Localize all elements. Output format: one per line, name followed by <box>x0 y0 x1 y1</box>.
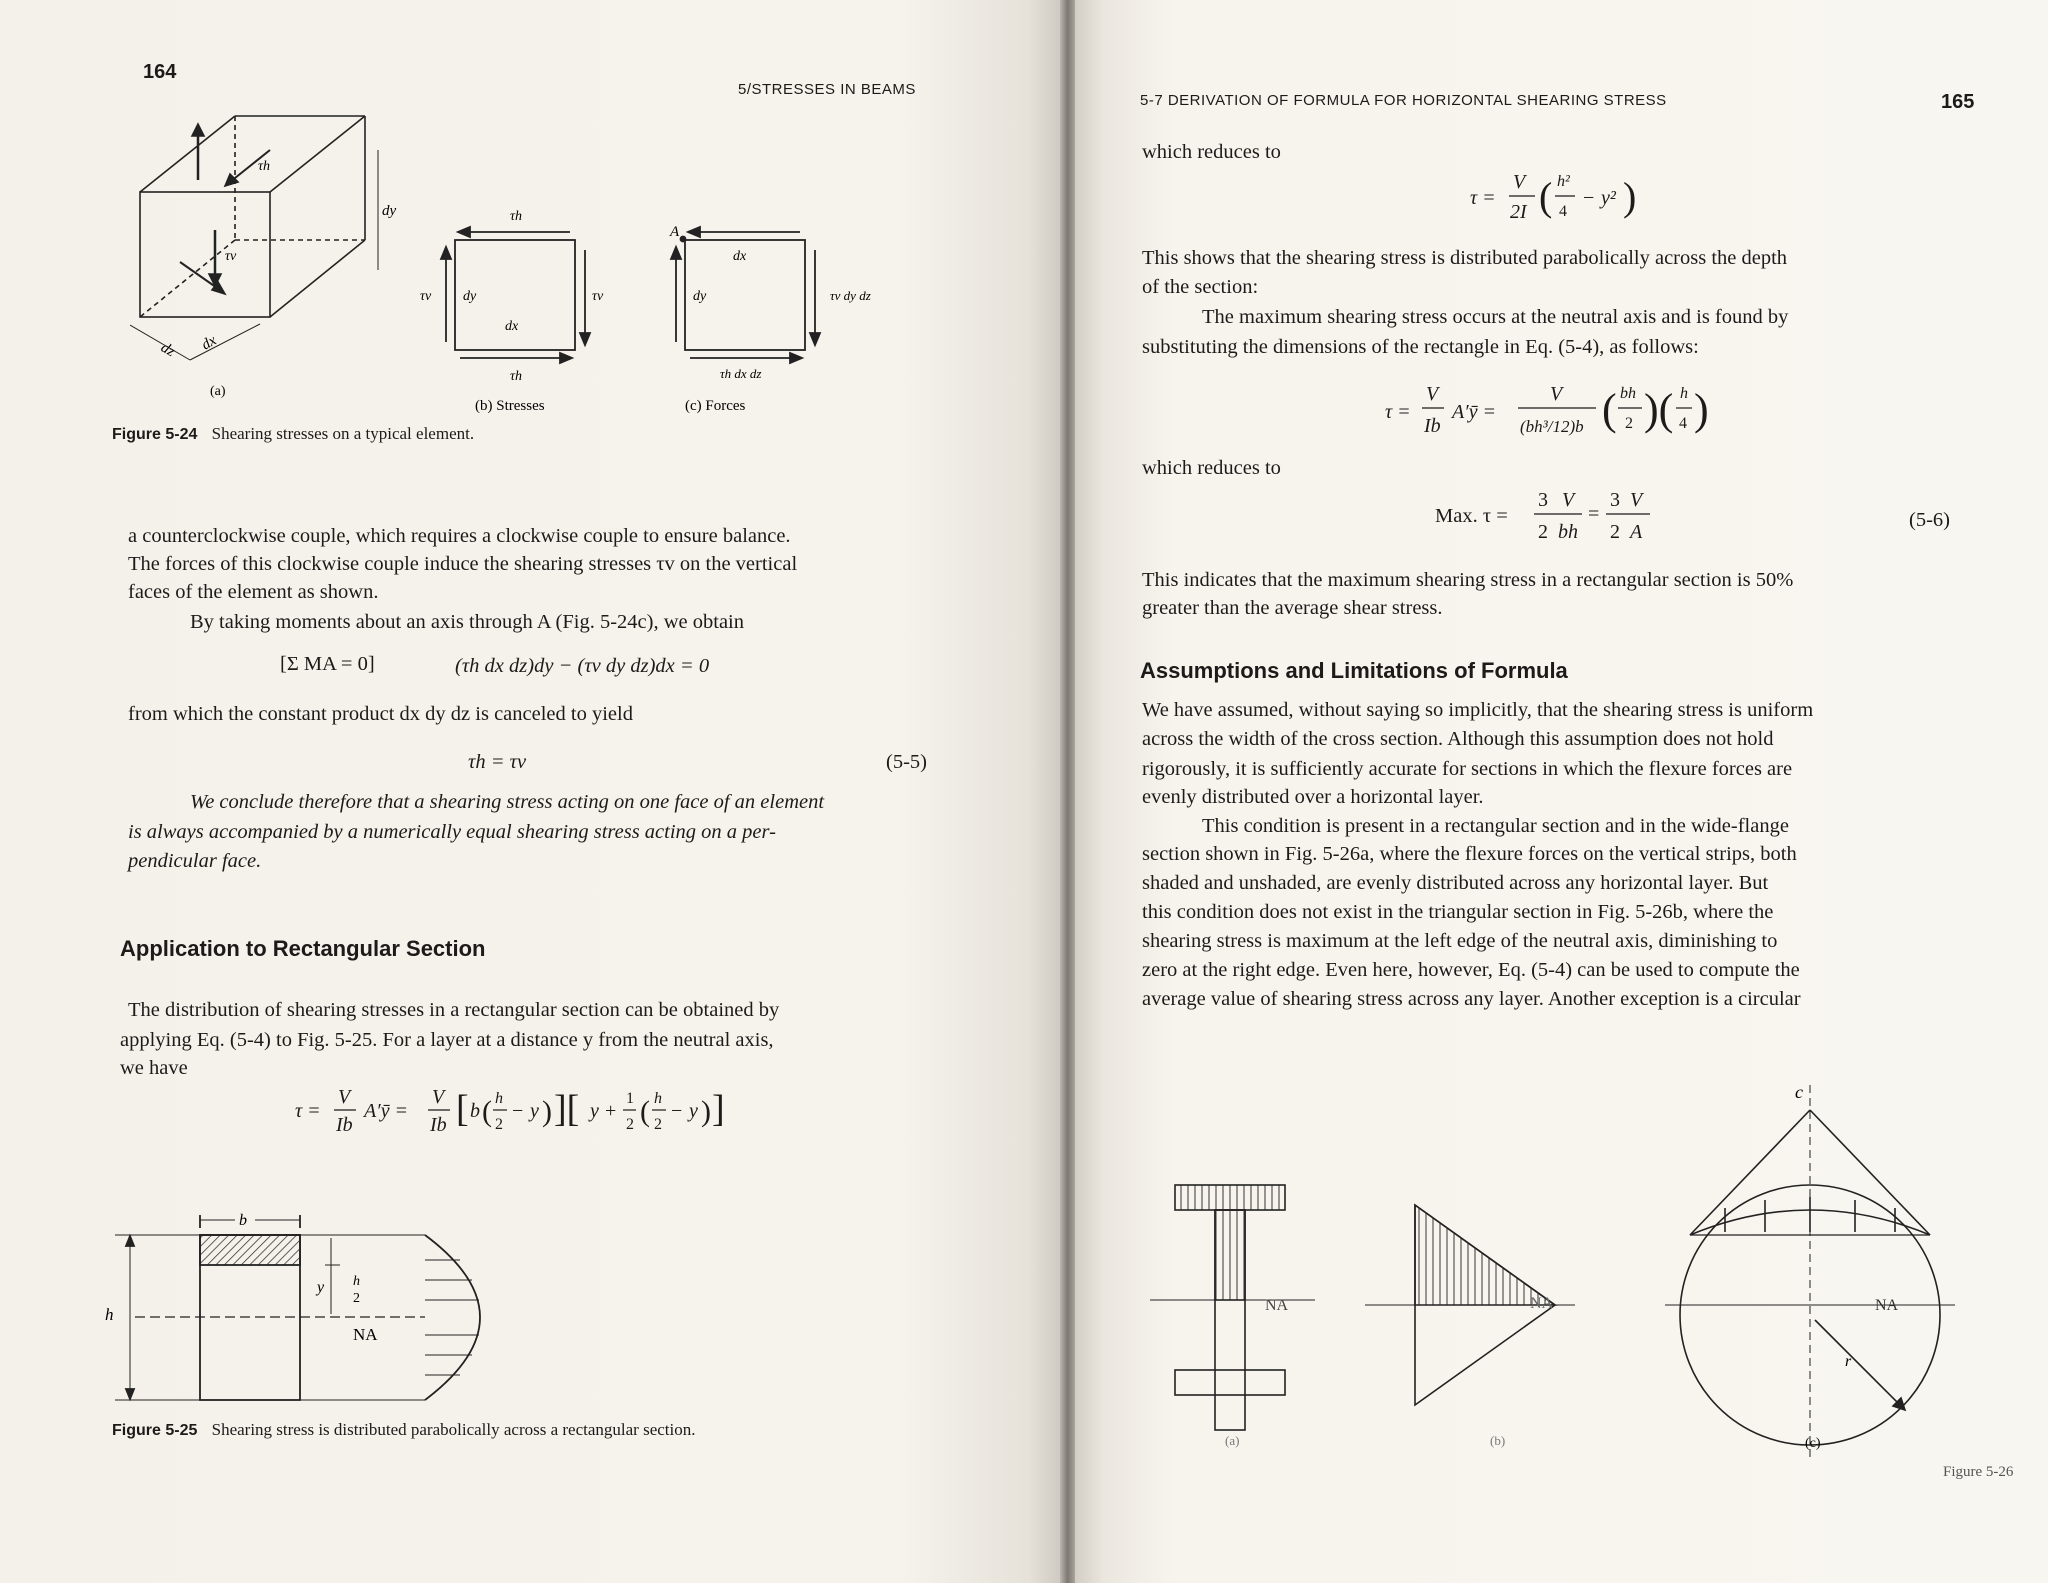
svg-text:τ =: τ = <box>1470 187 1496 209</box>
fig-a-tau-v-label: τv <box>225 249 237 264</box>
fig-b-tau-v-left: τv <box>420 289 432 304</box>
text-line: This condition is present in a rectangular section and in the wide-flange <box>1202 815 1789 837</box>
svg-text:Ib: Ib <box>336 1114 353 1136</box>
fig-c-force-h: τh dx dz <box>720 366 762 381</box>
svg-text:=: = <box>1588 503 1600 525</box>
svg-text:V: V <box>1513 171 1526 193</box>
equation-tau-rectangular <box>290 1075 770 1145</box>
text-line: zero at the right edge. Even here, however, Eq. (5-4) can be used to compute the <box>1142 959 1800 981</box>
text-line: faces of the element as shown. <box>128 581 379 603</box>
section-heading: Assumptions and Limitations of Formula <box>1140 658 1568 683</box>
svg-text:b: b <box>470 1100 480 1122</box>
text-line: The forces of this clockwise couple induce the shearing stresses τv on the vertical <box>128 553 798 575</box>
fig-c-dx: dx <box>733 249 747 264</box>
text-line: shaded and unshaded, are evenly distributed across any horizontal layer. But <box>1142 872 1769 894</box>
fig-b-tau-v-right: τv <box>592 289 604 304</box>
svg-text:τ =: τ = <box>295 1100 321 1122</box>
text-line: greater than the average shear stress. <box>1142 597 1443 619</box>
text-line: rigorously, it is sufficiently accurate for sections in which the flexure forces are <box>1142 758 1793 780</box>
equation-tau-parabolic <box>1465 162 1685 232</box>
svg-text:(: ( <box>482 1095 492 1128</box>
text-line: average value of shearing stress across any layer. Another exception is a circular <box>1142 988 1801 1010</box>
text-line: substituting the dimensions of the rectangle in Eq. (5-4), as follows: <box>1142 336 1699 358</box>
svg-text:y: y <box>530 1100 539 1122</box>
svg-text:2: 2 <box>1610 521 1620 543</box>
equation-moment-body: (τh dx dz)dy − (τv dy dz)dx = 0 <box>455 655 710 677</box>
svg-text:τ =: τ = <box>1385 401 1411 423</box>
running-head: 5-7 DERIVATION OF FORMULA FOR HORIZONTAL SHEARING STRESS <box>1140 92 1667 109</box>
fig-5-24-sub-a: (a) <box>210 384 226 399</box>
figure-5-26 <box>1075 1060 2048 1480</box>
svg-text:)(: )( <box>1644 385 1674 434</box>
fig-5-25-two: 2 <box>353 1291 360 1306</box>
section-heading: Application to Rectangular Section <box>120 936 486 961</box>
svg-text:y²: y² <box>1601 187 1616 209</box>
text-line: section shown in Fig. 5-26a, where the flexure forces on the vertical strips, both <box>1142 843 1797 865</box>
fig-5-26-sub-b: (b) <box>1490 1433 1506 1448</box>
svg-text:]: ] <box>712 1088 725 1130</box>
text-line: This indicates that the maximum shearing stress in a rectangular section is 50% <box>1142 569 1794 591</box>
fig-5-26b-na: NA <box>1530 1295 1554 1312</box>
text-line: from which the constant product dx dy dz is canceled to yield <box>128 703 633 725</box>
fig-a-tau-h-label: τh <box>258 159 271 174</box>
text-line: By taking moments about an axis through A (Fig. 5-24c), we obtain <box>190 611 745 633</box>
svg-text:3: 3 <box>1538 489 1548 511</box>
fig-5-26a-wide-flange <box>1150 1185 1315 1430</box>
svg-text:1: 1 <box>626 1090 634 1107</box>
svg-text:2I: 2I <box>1510 201 1527 223</box>
italic-text-line: We conclude therefore that a shearing stress acting on one face of an element <box>190 791 825 813</box>
page-number: 164 <box>143 61 177 83</box>
right-page <box>1075 0 2048 1583</box>
text-line: across the width of the cross section. Although this assumption does not hold <box>1142 728 1774 750</box>
svg-text:4: 4 <box>1559 203 1567 220</box>
svg-text:h²: h² <box>1557 173 1570 190</box>
fig-5-26c-circle <box>1665 1085 1955 1460</box>
fig-a-dz-label: dz <box>158 339 178 361</box>
text-line: This shows that the shearing stress is distributed parabolically across the depth <box>1142 247 1788 269</box>
book-gutter <box>1060 0 1075 1583</box>
caption-text: Shearing stresses on a typical element. <box>211 424 475 443</box>
svg-text:y: y <box>590 1100 599 1122</box>
fig-5-25-h: h <box>105 1305 114 1324</box>
svg-text:V: V <box>1550 383 1563 405</box>
svg-text:2: 2 <box>495 1116 503 1133</box>
svg-text:−: − <box>512 1100 524 1122</box>
svg-text:(: ( <box>640 1095 650 1128</box>
fig-5-26c-na: NA <box>1875 1297 1899 1314</box>
fig-5-25-h-over-2: h <box>353 1274 360 1289</box>
text-line: we have <box>120 1057 188 1079</box>
text-line: applying Eq. (5-4) to Fig. 5-25. For a layer at a distance y from the neutral axis, <box>120 1029 774 1051</box>
svg-text:): ) <box>542 1095 552 1128</box>
fig-b-tau-h-top: τh <box>510 209 523 224</box>
svg-text:][: ][ <box>554 1088 580 1130</box>
svg-text:A′ȳ =: A′ȳ = <box>364 1100 408 1122</box>
svg-text:V: V <box>1426 383 1439 405</box>
svg-text:2: 2 <box>654 1116 662 1133</box>
fig-c-dy: dy <box>693 289 707 304</box>
svg-text:+: + <box>605 1100 617 1122</box>
fig-5-26a-na: NA <box>1265 1297 1289 1314</box>
page-number: 165 <box>1941 91 1975 113</box>
text-line: We have assumed, without saying so implicitly, that the shearing stress is uniform <box>1142 699 1814 721</box>
svg-text:A: A <box>1630 521 1643 543</box>
fig-5-25-na: NA <box>353 1325 378 1344</box>
fig-5-26-sub-c: (c) <box>1805 1436 1821 1451</box>
svg-text:[: [ <box>456 1088 469 1130</box>
figure-5-24-caption <box>112 424 474 443</box>
svg-text:(: ( <box>1539 174 1553 219</box>
equation-moment-condition: [Σ MA = 0] <box>280 653 375 675</box>
equation-5-6-label: Max. τ = <box>1435 505 1508 527</box>
text-line: a counterclockwise couple, which requires a clockwise couple to ensure balance. <box>128 525 791 547</box>
fig-5-26-sub-a: (a) <box>1225 1433 1240 1448</box>
equation-number: (5-5) <box>886 751 927 773</box>
svg-text:V: V <box>1562 489 1575 511</box>
fig-5-26c-c: c <box>1795 1082 1803 1102</box>
text-line: of the section: <box>1142 276 1259 298</box>
svg-text:bh: bh <box>1620 385 1636 402</box>
svg-text:A′ȳ =: A′ȳ = <box>1452 401 1496 423</box>
svg-text:bh: bh <box>1558 521 1578 543</box>
text-line: The distribution of shearing stresses in a rectangular section can be obtained by <box>128 999 780 1021</box>
running-head: 5/STRESSES IN BEAMS <box>738 81 916 98</box>
fig-5-26-caption: Figure 5-26 <box>1943 1464 2014 1480</box>
svg-text:2: 2 <box>626 1116 634 1133</box>
text-line: this condition does not exist in the triangular section in Fig. 5-26b, where the <box>1142 901 1774 923</box>
equation-max-shear-substitution <box>1380 370 1760 450</box>
svg-text:Ib: Ib <box>1424 415 1441 437</box>
svg-text:Ib: Ib <box>430 1114 447 1136</box>
equation-5-5: τh = τv <box>468 751 527 773</box>
caption-label: Figure 5-25 <box>112 1422 198 1439</box>
svg-text:h: h <box>654 1090 662 1107</box>
fig-5-24-sub-b: (b) Stresses <box>475 398 545 414</box>
fig-b-tau-h-bottom: τh <box>510 369 523 384</box>
text-line: shearing stress is maximum at the left edge of the neutral axis, diminishing to <box>1142 930 1778 952</box>
figure-5-24 <box>130 110 930 430</box>
svg-text:3: 3 <box>1610 489 1620 511</box>
svg-text:2: 2 <box>1625 415 1633 432</box>
italic-text-line: is always accompanied by a numerically equal shearing stress acting on a per- <box>128 821 776 843</box>
fig-5-26c-r: r <box>1845 1353 1852 1370</box>
svg-text:−: − <box>1583 187 1595 209</box>
fig-b-dx: dx <box>505 319 519 334</box>
figure-5-25 <box>95 1190 515 1420</box>
svg-text:h: h <box>495 1090 503 1107</box>
caption-label: Figure 5-24 <box>112 426 198 443</box>
svg-text:h: h <box>1680 385 1688 402</box>
svg-text:4: 4 <box>1679 415 1687 432</box>
svg-text:): ) <box>1694 385 1709 434</box>
fig-c-force-v: τv dy dz <box>830 288 871 303</box>
svg-text:V: V <box>432 1086 445 1108</box>
text-line: which reduces to <box>1142 141 1281 163</box>
svg-text:y: y <box>689 1100 698 1122</box>
italic-text-line: pendicular face. <box>128 850 262 872</box>
fig-5-25-b: b <box>239 1212 247 1229</box>
text-line: The maximum shearing stress occurs at the neutral axis and is found by <box>1202 306 1789 328</box>
fig-c-point-a: A <box>670 224 680 240</box>
svg-text:−: − <box>671 1100 683 1122</box>
fig-5-24-sub-c: (c) Forces <box>685 398 746 414</box>
fig-b-dy: dy <box>463 289 477 304</box>
fig-a-dy-label: dy <box>382 203 397 219</box>
fig-5-25-y: y <box>317 1279 325 1296</box>
svg-text:): ) <box>701 1095 711 1128</box>
figure-5-25-caption <box>112 1420 696 1439</box>
caption-text: Shearing stress is distributed parabolically across a rectangular section. <box>211 1420 696 1439</box>
svg-text:V: V <box>338 1086 351 1108</box>
svg-text:V: V <box>1630 489 1643 511</box>
svg-text:(bh³/12)b: (bh³/12)b <box>1520 417 1584 436</box>
text-line: which reduces to <box>1142 457 1281 479</box>
text-line: evenly distributed over a horizontal layer. <box>1142 786 1484 808</box>
fig-a-dx-label: dx <box>199 332 220 354</box>
fig-5-24a-element-cube <box>130 116 378 360</box>
svg-text:(: ( <box>1602 385 1617 434</box>
svg-text:2: 2 <box>1538 521 1548 543</box>
equation-5-6 <box>1530 484 1660 550</box>
svg-text:): ) <box>1623 174 1637 219</box>
equation-number: (5-6) <box>1909 509 1950 531</box>
